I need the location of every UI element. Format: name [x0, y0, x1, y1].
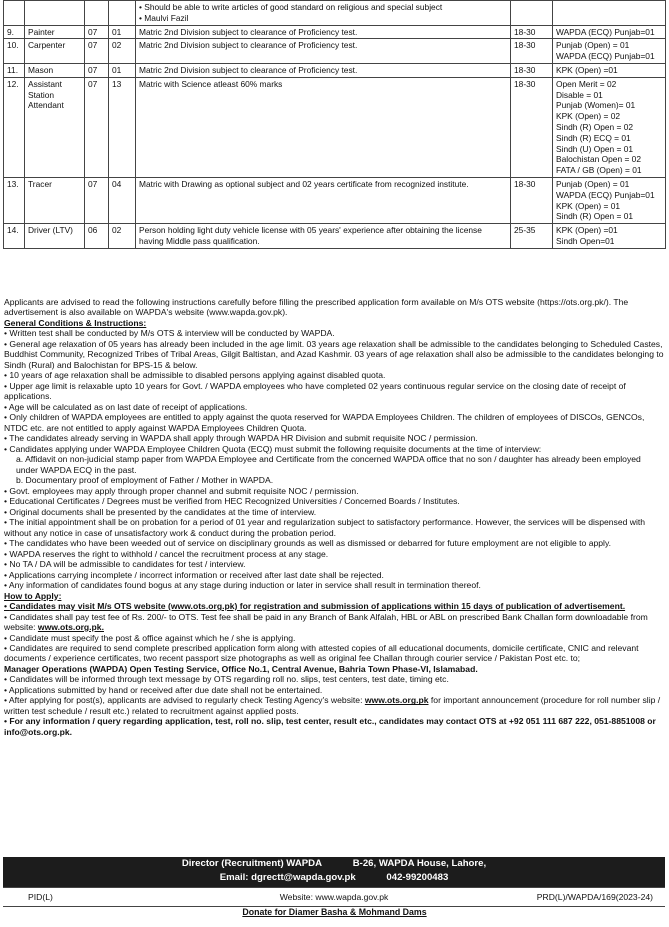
quota-line: Sindh (R) ECQ = 01	[556, 132, 631, 143]
seats: 02	[109, 39, 136, 64]
quota-line: Sindh (R) Open = 02	[556, 121, 634, 132]
quota	[553, 177, 666, 223]
age-limit: 18-30	[511, 77, 553, 177]
post-row	[4, 224, 666, 249]
age-limit: 18-30	[511, 63, 553, 77]
seats: 01	[109, 63, 136, 77]
condition-item: • Candidates applying under WAPDA Employee Children Quota (ECQ) must submit the following requisite documents at the time of interview:	[4, 444, 664, 454]
post-name: Painter	[25, 25, 85, 39]
quota-line: FATA / GB (Open) = 01	[556, 165, 642, 176]
quota	[553, 77, 666, 177]
quota-line: WAPDA (ECQ) Punjab=01	[556, 51, 655, 62]
quota-line: KPK (Open) = 02	[556, 111, 621, 122]
bps: 07	[85, 39, 109, 64]
condition-item: • Applications carrying incomplete / incorrect information or received after last date shall be rejected.	[4, 570, 664, 580]
condition-item: • Only children of WAPDA employees are entitled to apply against the quota reserved for WAPDA Employees Children. The children of employees of DISCOs, GENCOs, NTDC etc. are not entitled to apply against WAPDA Employees Children Quota.	[4, 412, 664, 433]
footer-contact-bar	[3, 857, 665, 887]
post-name: Mason	[25, 63, 85, 77]
condition-item: • 10 years of age relaxation shall be admissible to disabled persons applying against disabled quota.	[4, 370, 664, 380]
row-number: 14.	[4, 224, 25, 249]
condition-item: • Upper age limit is relaxable upto 10 years for Govt. / WAPDA employees who have completed 02 years continuous regular service on the closing date of receipt of applications.	[4, 381, 664, 402]
post-name: Driver (LTV)	[25, 224, 85, 249]
post-name: Carpenter	[25, 39, 85, 64]
seats: 01	[109, 25, 136, 39]
seats: 04	[109, 177, 136, 223]
quota-line: WAPDA (ECQ) Punjab=01	[556, 189, 655, 200]
quota	[553, 63, 666, 77]
continuation-line: • Should be able to write articles of good standard on religious and special subject	[139, 2, 443, 12]
qualification: Matric 2nd Division subject to clearance of Proficiency test.	[136, 25, 511, 39]
apply-item: • Candidates will be informed through text message by OTS regarding roll no. slips, test centers, test date, timing etc.	[4, 674, 664, 684]
seats: 13	[109, 77, 136, 177]
condition-item: • General age relaxation of 05 years has already been included in the age limit. 03 years age relaxation shall be admissible to the candidates belonging to Scheduled Castes, Buddhist Community, Recognized Tribes of Tribal Areas, Gilgit Baltistan, and Azad Kashmir. 03 years of age relaxation shall also be admissible to the candidates belonging to Sindh (Rural) and Balochistan for BPS-15 & below.	[4, 339, 664, 370]
quota-line: Sindh (U) Open = 01	[556, 143, 634, 154]
row-number: 9.	[4, 25, 25, 39]
condition-item: • Original documents shall be presented by the candidates at the time of interview.	[4, 507, 664, 517]
donate-banner: Donate for Diamer Basha & Mohmand Dams	[242, 907, 427, 917]
cutoff-line	[0, 919, 669, 927]
apply-item: • Candidates may visit M/s OTS website (www.ots.org.pk) for registration and submission of applications within 15 days of publication of advertisement.	[4, 601, 664, 611]
condition-item: • Any information of candidates found bogus at any stage during induction or later in service shall result in termination thereof.	[4, 580, 664, 590]
quota-line: WAPDA (ECQ) Punjab=01	[556, 26, 655, 37]
quota-line: Punjab (Open) = 01	[556, 40, 630, 51]
intro-text: Applicants are advised to read the following instructions carefully before filling the prescribed application form available on M/s OTS website (https://ots.org.pk/). The advertisement is also available on WAPDA's website (www.wapda.gov.pk).	[4, 297, 629, 318]
post-name: Assistant Station Attendant	[25, 77, 85, 177]
row-number: 11.	[4, 63, 25, 77]
quota-line: Sindh (R) Open = 01	[556, 211, 634, 222]
contact-email[interactable]: Email: dgrectt@wapda.gov.pk	[219, 872, 356, 883]
condition-item: • The initial appointment shall be on probation for a period of 01 year and regularization subject to satisfactory performance. However, the services will be dispensed with without any notice in case of unsatisfactory work & conduct during the probation period.	[4, 517, 664, 538]
quota-line: KPK (Open) =01	[556, 225, 618, 236]
apply-item: • For any information / query regarding application, test, roll no. slip, test center, result etc., candidates may contact OTS at +92 051 111 687 222, 051-8851008 or info@ots.org.pk.	[4, 716, 664, 737]
age-limit: 25-35	[511, 224, 553, 249]
apply-item	[4, 695, 664, 716]
general-conditions-list	[4, 328, 664, 454]
condition-item: • Age will be calculated as on last date of receipt of applications.	[4, 402, 664, 412]
condition-item: • Written test shall be conducted by M/s OTS & interview will be conducted by WAPDA.	[4, 328, 664, 338]
age-limit: 18-30	[511, 177, 553, 223]
apply-address: Manager Operations (WAPDA) Open Testing Service, Office No.1, Central Avenue, Bahria Town Phase-VI, Islamabad.	[4, 663, 478, 674]
condition-item: • WAPDA reserves the right to withhold / cancel the recruitment process at any stage.	[4, 549, 664, 559]
quota-line: KPK (Open) = 01	[556, 200, 621, 211]
post-row	[4, 39, 666, 64]
pid-text: PID(L)	[28, 892, 53, 902]
apply-item: • Candidate must specify the post & office against which he / she is applying.	[4, 633, 664, 643]
bps: 07	[85, 177, 109, 223]
ots-link[interactable]: www.ots.org.pk	[364, 695, 429, 706]
office-address: B-26, WAPDA House, Lahore,	[352, 858, 487, 869]
quota-line: Balochistan Open = 02	[556, 154, 641, 165]
apply-item	[4, 612, 664, 633]
apply-text: After applying for post(s), applicants are advised to regularly check Testing Agency's website:	[8, 695, 365, 706]
continuation-row	[4, 1, 666, 26]
qualification: Matric with Drawing as optional subject and 02 years certificate from recognized institute.	[136, 177, 511, 223]
instructions-section	[4, 297, 664, 737]
general-conditions-list-2	[4, 486, 664, 591]
quota	[553, 39, 666, 64]
ecq-item-b: b. Documentary proof of employment of Father / Mother in WAPDA.	[16, 475, 274, 486]
apply-text: for important announcement (procedure for roll number slip / written test schedule / result etc.) related to recruitment against applied posts.	[4, 695, 661, 716]
apply-item: • Candidates are required to send complete prescribed application form along with attested copies of all educational documents, domicile certificate, CNIC and relevant documents / experience certificates, two recent passport size photographs as well as original fee Challan through courier service / Pakistan Post etc. to;	[4, 643, 664, 664]
row-number: 10.	[4, 39, 25, 64]
post-row	[4, 25, 666, 39]
bps: 07	[85, 63, 109, 77]
quota-line: Punjab (Women)= 01	[556, 100, 636, 111]
general-conditions-heading: General Conditions & Instructions:	[4, 317, 147, 328]
condition-item: • Educational Certificates / Degrees must be verified from HEC Recognized Universities / Concerned Boards / Institutes.	[4, 496, 664, 506]
condition-item: • Govt. employees may apply through proper channel and submit requisite NOC / permission.	[4, 486, 664, 496]
qualification: Matric 2nd Division subject to clearance of Proficiency test.	[136, 39, 511, 64]
age-limit: 18-30	[511, 25, 553, 39]
contact-phone: 042-99200483	[386, 872, 449, 883]
quota-line: Open Merit = 02	[556, 78, 617, 89]
post-row	[4, 77, 666, 177]
pid-line	[3, 887, 665, 907]
website-text[interactable]: Website: www.wapda.gov.pk	[279, 892, 389, 902]
quota-line: Sindh Open=01	[556, 235, 615, 246]
age-limit: 18-30	[511, 39, 553, 64]
condition-item: • The candidates who have been weeded out of service on disciplinary grounds as well as dismissed or debarred for future employment are not eligible to apply.	[4, 538, 664, 548]
bps: 06	[85, 224, 109, 249]
condition-item: • No TA / DA will be admissible to candidates for test / interview.	[4, 559, 664, 569]
bps: 07	[85, 77, 109, 177]
reference-number: PRD(L)/WAPDA/169(2023-24)	[536, 892, 653, 902]
quota-line: Punjab (Open) = 01	[556, 178, 630, 189]
how-to-apply-heading: How to Apply:	[4, 590, 62, 601]
ots-link[interactable]: www.ots.org.pk.	[37, 622, 104, 633]
apply-item: • Applications submitted by hand or received after due date shall not be entertained.	[4, 685, 664, 695]
row-number: 12.	[4, 77, 25, 177]
condition-item: • The candidates already serving in WAPDA shall apply through WAPDA HR Division and submit requisite NOC / permission.	[4, 433, 664, 443]
row-number: 13.	[4, 177, 25, 223]
post-row	[4, 63, 666, 77]
qualification: Matric 2nd Division subject to clearance of Proficiency test.	[136, 63, 511, 77]
director-title: Director (Recruitment) WAPDA	[181, 858, 323, 869]
continuation-line: • Maulvi Fazil	[139, 12, 189, 23]
quota	[553, 224, 666, 249]
quota-line: KPK (Open) =01	[556, 64, 618, 75]
posts-table	[3, 0, 666, 249]
qualification: Person holding light duty vehicle license with 05 years' experience after obtaining the license having Middle pass qualification.	[136, 224, 511, 249]
post-name: Tracer	[25, 177, 85, 223]
qualification: Matric with Science atleast 60% marks	[136, 77, 511, 177]
bps: 07	[85, 25, 109, 39]
quota	[553, 25, 666, 39]
apply-text: Candidates shall pay test fee of Rs. 200/- to OTS. Test fee shall be paid in any Branch of Bank Alfalah, HBL or ABL on prescribed Bank Challan form downloadable from website:	[4, 611, 648, 633]
post-row	[4, 177, 666, 223]
seats: 02	[109, 224, 136, 249]
quota-line: Disable = 01	[556, 89, 603, 100]
ecq-item-a: a. Affidavit on non-judicial stamp paper from WAPDA Employee and Certificate from the concerned WAPDA office that no son / daughter has already been employed under WAPDA ECQ in the past.	[16, 454, 641, 475]
